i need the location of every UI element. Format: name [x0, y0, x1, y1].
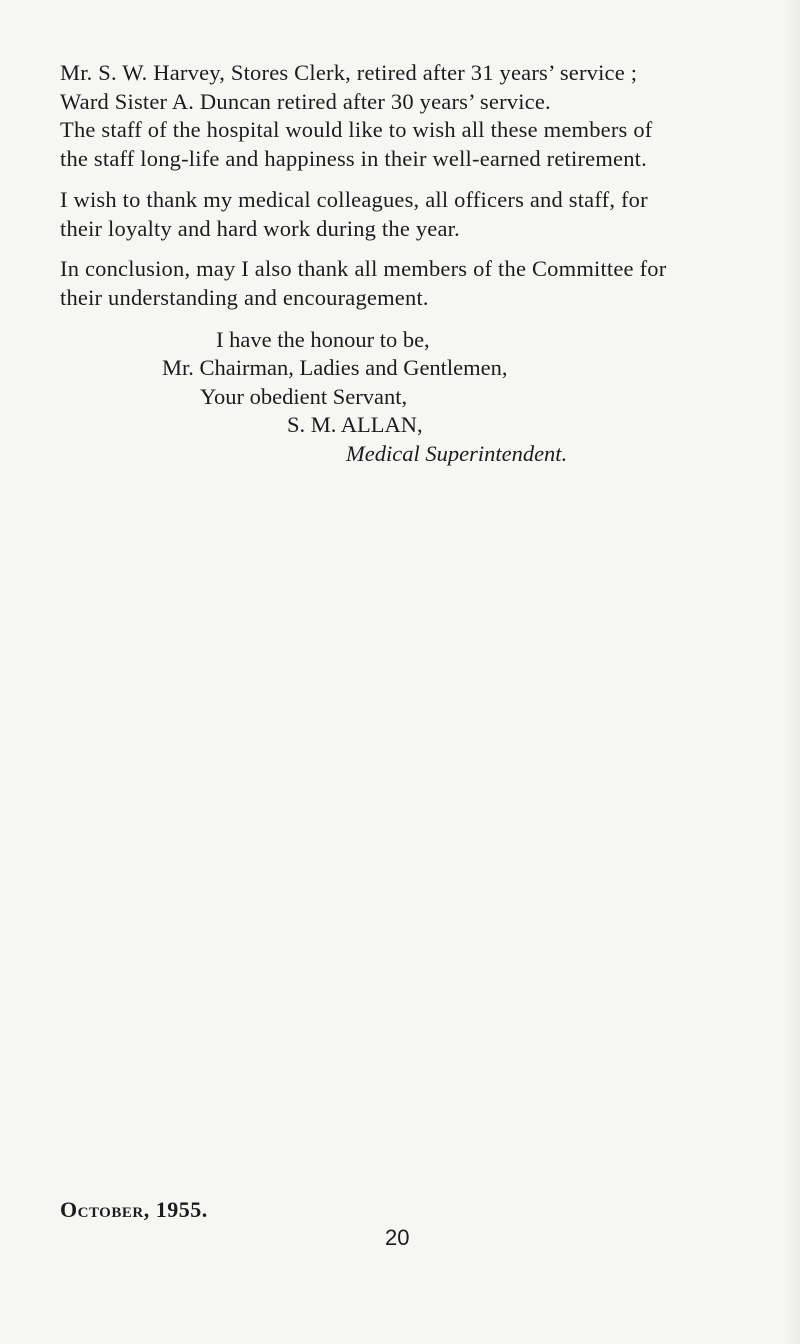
closing-servant-line: Your obedient Servant, [200, 384, 408, 409]
paragraph-line: In conclusion, may I also thank all members of the Committee for [60, 256, 667, 281]
signatory-title: Medical Superintendent. [346, 441, 568, 466]
paragraph-line: their loyalty and hard work during the year. [60, 216, 460, 241]
page-edge-shadow [786, 0, 800, 1344]
paragraph-line: Mr. S. W. Harvey, Stores Clerk, retired after 31 years’ service ; [60, 60, 638, 85]
signatory-name: S. M. ALLAN, [287, 412, 423, 437]
document-date: October, 1955. [60, 1197, 208, 1222]
conclusion-paragraph [60, 254, 750, 312]
closing-salutation-line: Mr. Chairman, Ladies and Gentlemen, [162, 355, 508, 380]
closing-honour-line: I have the honour to be, [216, 327, 430, 352]
page-number: 20 [385, 1225, 410, 1250]
paragraph-line: their understanding and encouragement. [60, 285, 429, 310]
retirement-paragraph [60, 58, 750, 116]
staff-wishes-paragraph [60, 115, 750, 173]
paragraph-line: The staff of the hospital would like to wish all these members of [60, 117, 653, 142]
thanks-colleagues-paragraph [60, 185, 750, 243]
paragraph-line: Ward Sister A. Duncan retired after 30 years’ service. [60, 89, 551, 114]
paragraph-line: the staff long-life and happiness in their well-earned retirement. [60, 146, 647, 171]
paragraph-line: I wish to thank my medical colleagues, all officers and staff, for [60, 187, 648, 212]
